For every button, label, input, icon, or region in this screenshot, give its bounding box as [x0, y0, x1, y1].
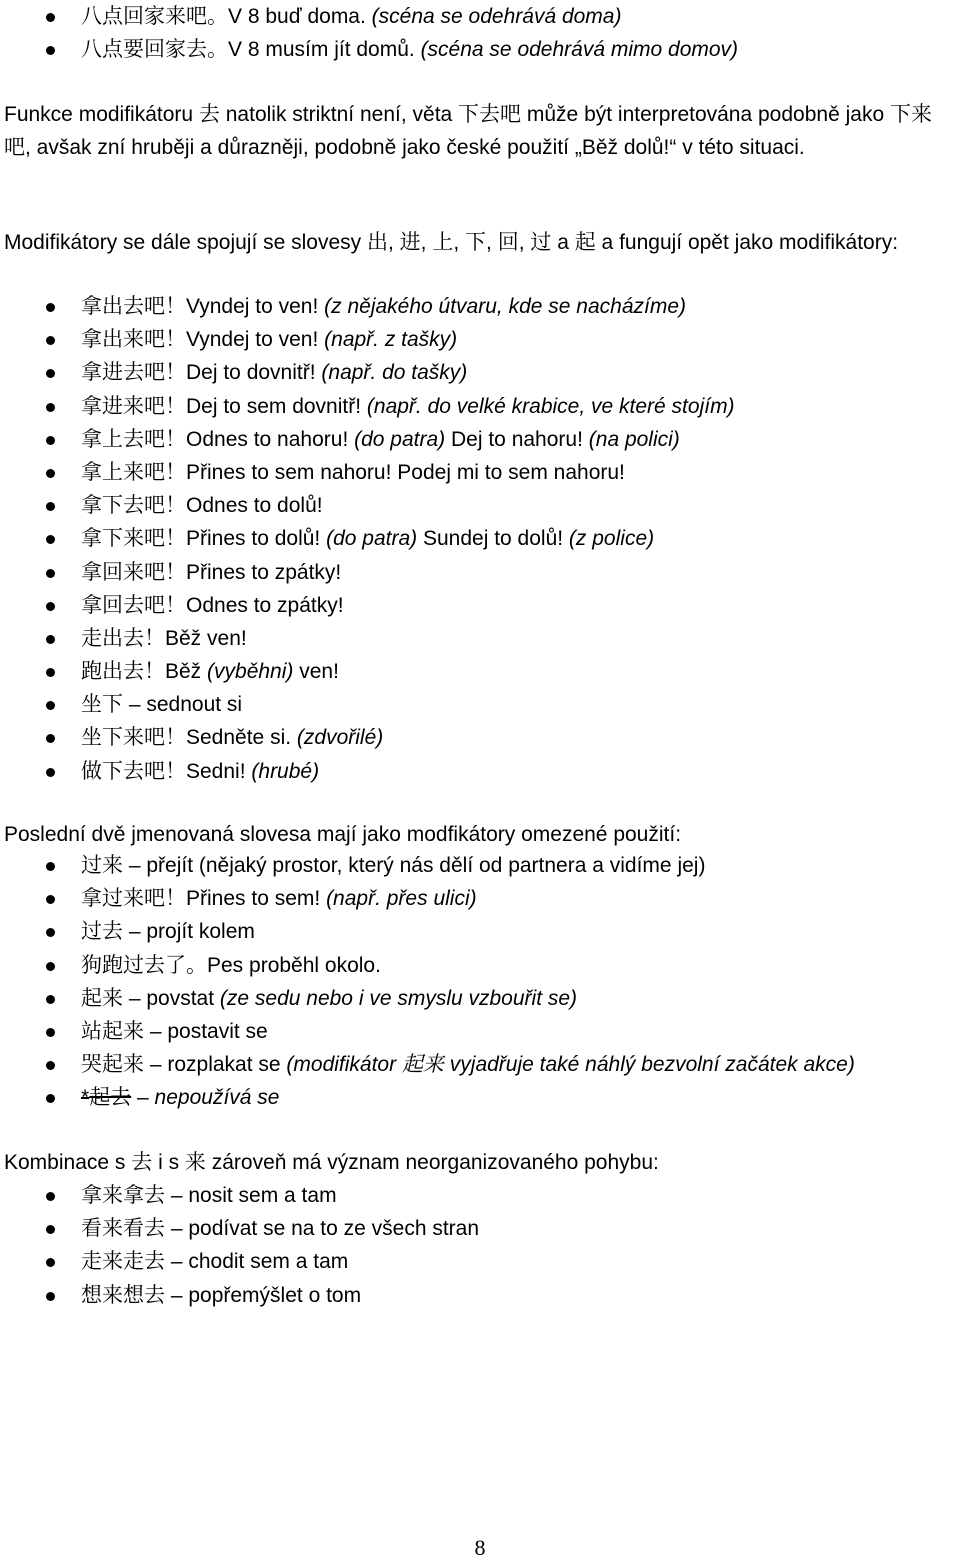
chinese-text: 八点要回家去。 [81, 37, 228, 62]
list-item [4, 1015, 956, 1048]
list-item [4, 755, 956, 788]
czech-text: – projít kolem [123, 920, 255, 944]
text-run: Funkce modifikátoru [4, 103, 199, 126]
list-item [4, 356, 956, 389]
chinese-text: 八点回家来吧。 [81, 4, 228, 28]
text-run: , [486, 231, 498, 254]
chinese-text: 拿过来吧！ [81, 886, 186, 911]
dash: – [131, 1086, 155, 1110]
czech-text: Odnes to zpátky! [186, 593, 344, 617]
italic-note: (z nějakého útvaru, kde se nacházíme) [324, 295, 687, 318]
italic-note: (scéna se odehrává mimo domov) [420, 38, 739, 62]
chinese-text: 拿上来吧！ [81, 459, 186, 484]
italic-note: (hrubé) [251, 759, 320, 783]
list-item [4, 0, 956, 33]
czech-text: Běž [165, 660, 208, 684]
chinese-text: 站起来 [81, 1018, 144, 1043]
czech-text: Odnes to nahoru! [186, 427, 355, 451]
list-item [4, 1212, 956, 1245]
list-home-examples [4, 0, 956, 66]
list-item [4, 556, 956, 589]
text-run: může být interpretována podobně jako [521, 103, 890, 126]
italic-note: (na polici) [588, 427, 680, 451]
list-modifier-examples [4, 290, 956, 788]
asterisk: * [81, 1086, 90, 1110]
italic-note: (do patra) [354, 427, 446, 451]
text-run: Kombinace s [4, 1151, 132, 1174]
italic-note: (např. přes ulici) [326, 887, 477, 911]
czech-text: Vyndej to ven! [186, 328, 325, 352]
list-item [4, 882, 956, 915]
page-number: 8 [474, 1535, 486, 1560]
chinese-text: 狗跑过去了。 [81, 952, 207, 977]
chinese-text: 上 [432, 230, 454, 254]
text-run: Poslední dvě jmenovaná slovesa mají jako modfikátory omezené použití: [4, 823, 682, 846]
italic-note: (např. do tašky) [321, 361, 468, 385]
chinese-text: 下去吧 [458, 102, 522, 126]
chinese-text: 走来走去 [81, 1249, 165, 1274]
chinese-text: 拿回来吧！ [81, 559, 186, 584]
czech-text: Přines to zpátky! [186, 560, 342, 584]
czech-text: Sedněte si. [186, 726, 297, 750]
chinese-text: 起来 [401, 1052, 444, 1077]
struck-term [81, 1086, 131, 1109]
list-item [4, 1081, 956, 1114]
czech-text: Běž ven! [165, 626, 247, 650]
italic-note: vyjadřuje také náhlý bezvolní začátek akce) [443, 1053, 855, 1077]
chinese-text: 看来看去 [81, 1216, 165, 1241]
czech-text: – sednout si [123, 693, 243, 717]
chinese-text: 坐下来吧！ [81, 725, 186, 750]
czech-text: Sedni! [186, 759, 252, 783]
czech-text: Dej to dovnitř! [186, 361, 322, 385]
czech-text: – nosit sem a tam [165, 1184, 337, 1207]
chinese-text: 过去 [81, 919, 123, 944]
chinese-text: 拿出去吧！ [81, 294, 186, 318]
italic-note: (vyběhni) [207, 660, 294, 684]
list-item [4, 1279, 956, 1312]
text-run: i s [152, 1151, 185, 1174]
chinese-text: 拿下去吧！ [81, 493, 186, 518]
czech-text: – podívat se na to ze všech stran [165, 1217, 480, 1241]
chinese-text: 起 [574, 230, 596, 254]
chinese-text: 拿上去吧！ [81, 426, 186, 451]
italic-note: (modifikátor [286, 1053, 402, 1077]
text-run: a fungují opět jako modifikátory: [595, 231, 899, 254]
chinese-text: 做下去吧！ [81, 758, 186, 783]
paragraph-combination [4, 1146, 956, 1179]
chinese-text: 想来想去 [81, 1282, 165, 1307]
czech-text: – povstat [123, 986, 220, 1010]
czech-text: Vyndej to ven! [186, 295, 325, 318]
paragraph-limited-use [4, 818, 956, 851]
italic-note: (ze sedu nebo i ve smyslu vzbouřit se) [219, 986, 578, 1010]
list-item [4, 423, 956, 456]
chinese-text: 跑出去！ [81, 659, 165, 684]
czech-text: Přines to sem! [186, 887, 327, 911]
czech-text: V 8 buď doma. [228, 5, 372, 28]
italic-note: (zdvořilé) [296, 726, 384, 750]
text-run: zároveň má význam neorganizovaného pohybu: [205, 1151, 659, 1174]
list-item [4, 456, 956, 489]
czech-text: Odnes to dolů! [186, 494, 323, 518]
list-item [4, 1245, 956, 1278]
list-item [4, 33, 956, 66]
czech-text: Přines to sem nahoru! Podej mi to sem nahoru! [186, 460, 625, 484]
italic-note: (např. do velké krabice, ve které stojím) [366, 394, 735, 418]
paragraph-modifier-function [4, 98, 956, 164]
paragraph-verbs-combination [4, 226, 956, 259]
list-item [4, 982, 956, 1015]
italic-note: (do patra) [326, 527, 418, 551]
list-item [4, 290, 956, 323]
list-item [4, 489, 956, 522]
text-run: , [518, 231, 531, 254]
chinese-text: 拿回去吧！ [81, 592, 186, 617]
text-run: , avšak zní hruběji a důrazněji, podobně jako české použití „Běž dolů!“ v této situaci. [25, 136, 805, 159]
czech-text: – postavit se [144, 1019, 268, 1043]
list-item [4, 622, 956, 655]
list-item [4, 655, 956, 688]
list-item [4, 390, 956, 423]
chinese-text: 下 [465, 230, 487, 254]
list-item [4, 915, 956, 948]
text-run: a [551, 231, 575, 254]
czech-text: Dej to sem dovnitř! [186, 394, 367, 418]
chinese-text: 拿下来吧！ [81, 526, 186, 551]
chinese-text: 去 [131, 1150, 153, 1174]
list-limited-use-examples [4, 849, 956, 1115]
text-run: natolik striktní není, věta [219, 103, 459, 126]
list-item [4, 522, 956, 555]
chinese-text: 去 [198, 102, 220, 126]
italic-note: nepoužívá se [154, 1086, 280, 1110]
list-item [4, 849, 956, 882]
chinese-text: 拿进去吧！ [81, 360, 186, 385]
list-item [4, 721, 956, 754]
chinese-text: 起来 [81, 985, 123, 1010]
chinese-text: 坐下 [81, 692, 123, 717]
chinese-text: 下来吧 [4, 102, 932, 159]
chinese-text: 出 [367, 230, 388, 254]
list-item [4, 1179, 956, 1212]
czech-text: Pes proběhl okolo. [207, 953, 381, 977]
chinese-text: 回 [497, 230, 519, 254]
italic-note: (např. z tašky) [324, 328, 458, 352]
list-combination-examples [4, 1179, 956, 1312]
text-run: , [453, 231, 466, 254]
italic-note: (z police) [568, 527, 655, 551]
text-run: , [388, 231, 400, 254]
chinese-text: 过来 [81, 853, 123, 877]
czech-text: Přines to dolů! [186, 527, 327, 551]
czech-text: – rozplakat se [144, 1053, 287, 1077]
chinese-text: 来 [184, 1150, 206, 1174]
czech-text: – přejít (nějaký prostor, který nás dělí od partnera a vidíme jej) [123, 854, 706, 877]
czech-text: – popřemýšlet o tom [165, 1283, 362, 1307]
text-run: Modifikátory se dále spojují se slovesy [4, 231, 367, 254]
chinese-text: 过 [530, 230, 552, 254]
chinese-text: 进 [399, 230, 421, 254]
chinese-text: 拿出来吧！ [81, 327, 186, 352]
czech-text: V 8 musím jít domů. [228, 38, 421, 62]
chinese-text: 哭起来 [81, 1052, 144, 1077]
list-item [4, 589, 956, 622]
czech-text: Dej to nahoru! [445, 427, 589, 451]
list-item [4, 323, 956, 356]
list-item [4, 688, 956, 721]
czech-text: ven! [293, 660, 339, 684]
list-item [4, 949, 956, 982]
chinese-text: 拿进来吧！ [81, 393, 186, 418]
text-run: , [420, 231, 433, 254]
czech-text: Sundej to dolů! [417, 527, 569, 551]
chinese-text: 拿来拿去 [81, 1183, 165, 1207]
czech-text: – chodit sem a tam [165, 1250, 349, 1274]
list-item [4, 1048, 956, 1081]
chinese-text: 起去 [89, 1085, 132, 1110]
chinese-text: 走出去！ [81, 625, 165, 650]
italic-note: (scéna se odehrává doma) [371, 5, 622, 28]
